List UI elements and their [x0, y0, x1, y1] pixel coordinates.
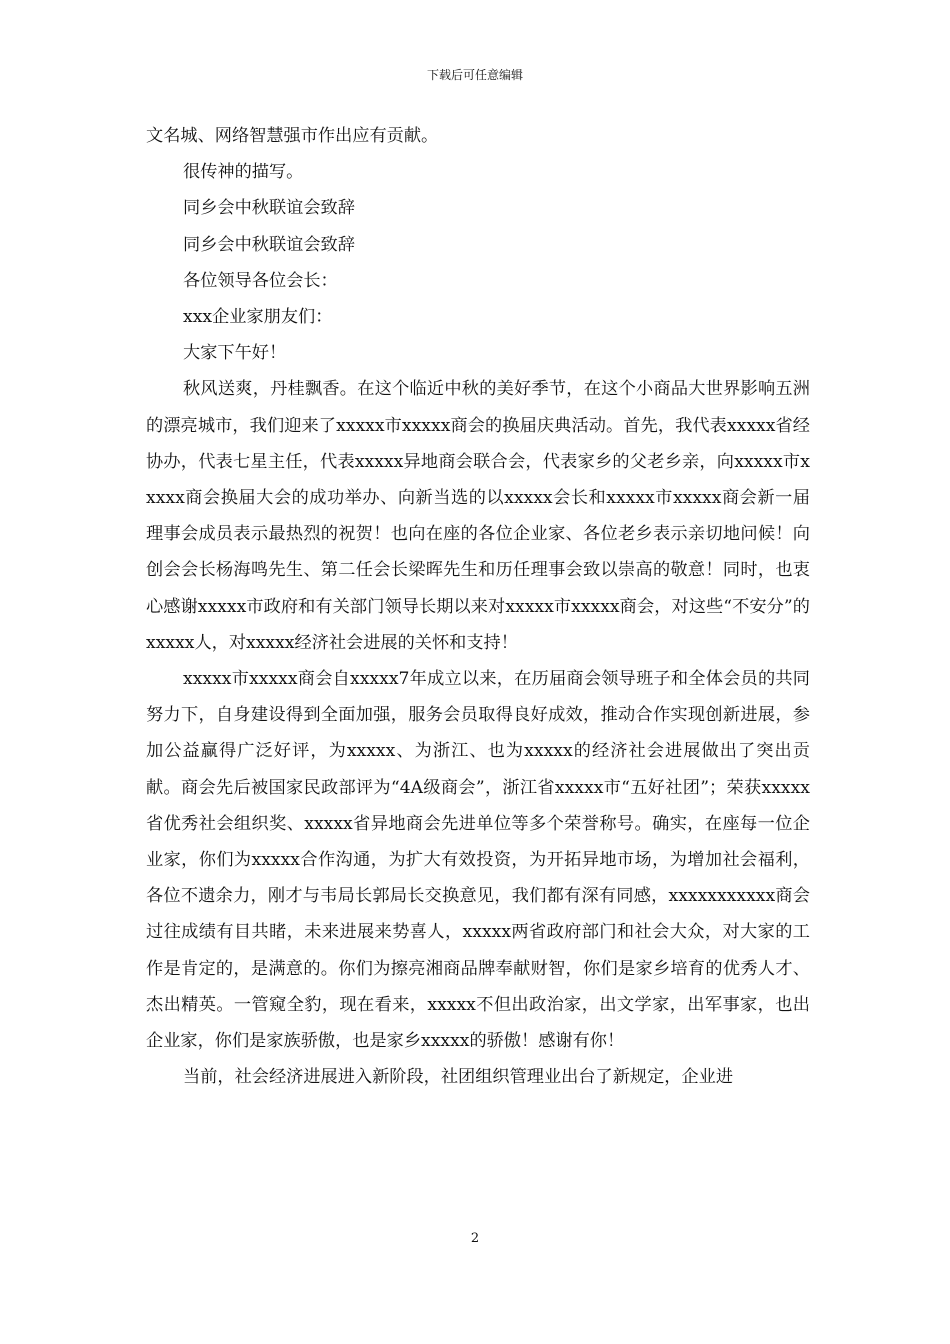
paragraph-title: 同乡会中秋联谊会致辞: [183, 198, 355, 219]
page-header: 下载后可任意编辑: [426, 68, 523, 82]
paragraph: xxxxx市xxxxx商会自xxxxx7年成立以来，在历届商会领导班子和全体会员的共同努力下，自身建设得到全面加强，服务会员取得良好成效，推动合作实现创新进展，参加公益赢得广泛好评，为xxxxx、为浙江、也为xxxxx的经济社会进展做出了突出贡献。商会先后被国家民政部评为“4A级商会”，浙江省xxxxx市“五好社团”；荣获xxxxx省优秀社会组织奖、xxxxx省异地商会先进单位等多个荣誉称号。确实，在座每一位企业家，你们为xxxxx合作沟通，为扩大有效投资，为开拓异地市场，为增加社会福利，各位不遗余力，刚才与韦局长郭局长交换意见，我们都有深有同感，xxxxxxxxxxx商会过往成绩有目共睹，未来进展来势喜人，xxxxx两省政府部门和社会大众，对大家的工作是肯定的，是满意的。你们为擦亮湘商品牌奉献财智，你们是家乡培育的优秀人才、杰出精英。一管窥全豹，现在看来，xxxxx不但出政治家，出文学家，出军事家，也出企业家，你们是家族骄傲，也是家乡xxxxx的骄傲！感谢有你！: [146, 669, 810, 1052]
paragraph: 秋风送爽，丹桂飘香。在这个临近中秋的美好季节，在这个小商品大世界影响五洲的漂亮城市，我们迎来了xxxxx市xxxxx商会的换届庆典活动。首先，我代表xxxxx省经协办，代表七星主任，代表xxxxx异地商会联合会，代表家乡的父老乡亲，向xxxxx市xxxxx商会换届大会的成功举办、向新当选的以xxxxx会长和xxxxx市xxxxx商会新一届理事会成员表示最热烈的祝贺！也向在座的各位企业家、各位老乡表示亲切地问候！向创会会长杨海鸣先生、第二任会长梁晖先生和历任理事会致以崇高的敬意！同时，也衷心感谢xxxxx市政府和有关部门领导长期以来对xxxxx市xxxxx商会，对这些“不安分”的xxxxx人，对xxxxx经济社会进展的关怀和支持！: [146, 379, 810, 653]
salutation: 各位领导各位会长：: [183, 270, 338, 291]
paragraph-title: 同乡会中秋联谊会致辞: [183, 234, 355, 255]
greeting: 大家下午好！: [183, 343, 287, 364]
paragraph: 很传神的描写。: [183, 162, 304, 183]
paragraph: 当前，社会经济进展进入新阶段，社团组织管理业出台了新规定，企业进: [183, 1067, 734, 1088]
salutation: xxx企业家朋友们：: [183, 307, 333, 328]
document-body: [146, 118, 810, 1095]
page-number: 2: [470, 1231, 480, 1246]
paragraph: 文名城、网络智慧强市作出应有贡献。: [146, 126, 439, 146]
